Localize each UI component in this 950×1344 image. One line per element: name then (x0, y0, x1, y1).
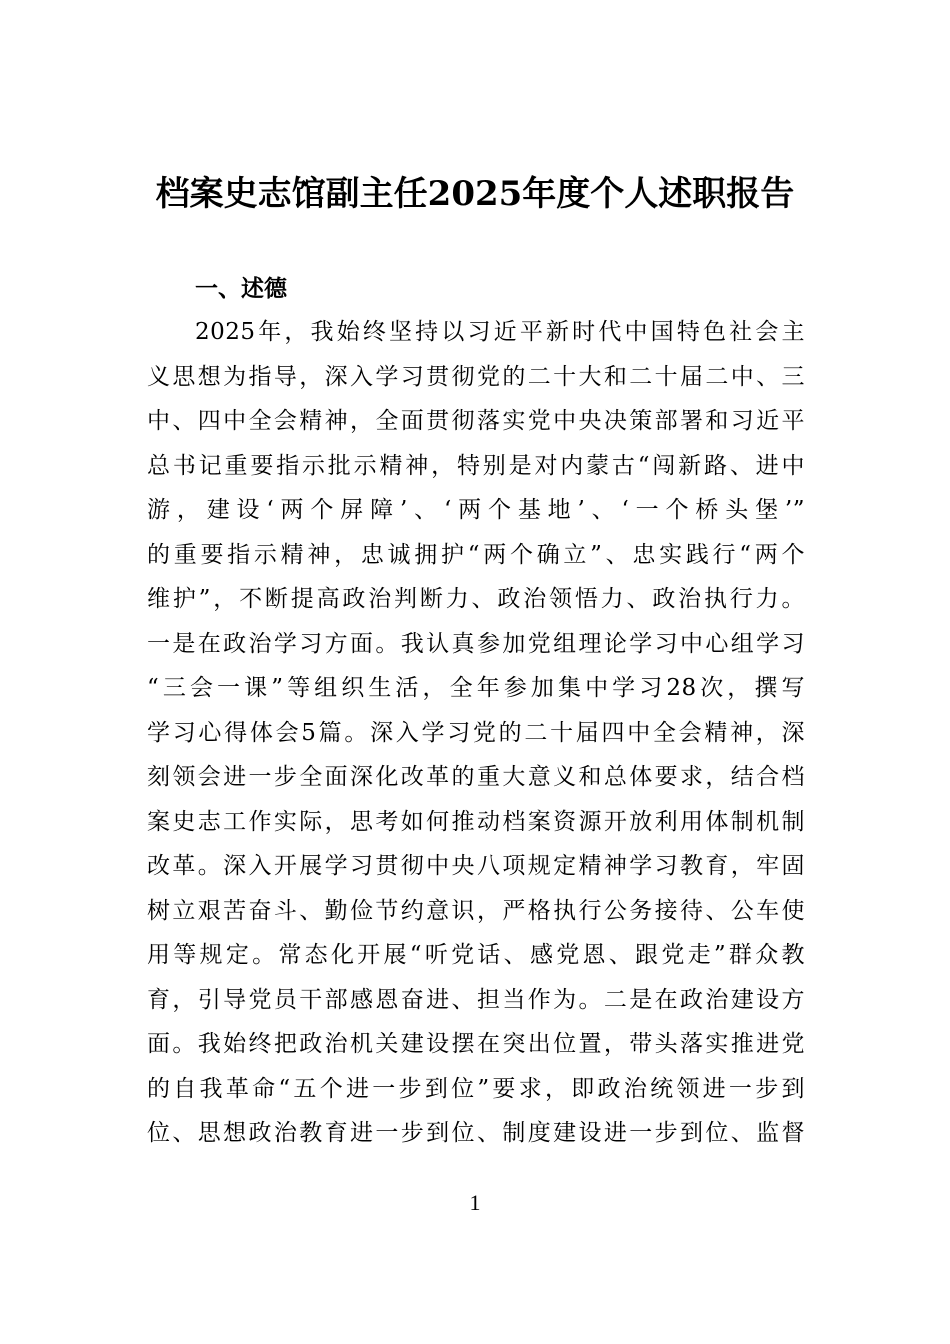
paragraph-line: 游，建设‘两个屏障’、‘两个基地’、‘一个桥头堡’” (147, 497, 805, 523)
paragraph-line: 面。我始终把政治机关建设摆在突出位置，带头落实推进党 (147, 1031, 805, 1057)
document-title: 档案史志馆副主任2025年度个人述职报告 (155, 174, 795, 214)
paragraph-line: 维护”，不断提高政治判断力、政治领悟力、政治执行力。 (147, 586, 805, 612)
section-heading: 一、述德 (195, 276, 287, 302)
paragraph-line: 位、思想政治教育进一步到位、制度建设进一步到位、监督 (147, 1120, 805, 1146)
paragraph-line: 2025年，我始终坚持以习近平新时代中国特色社会主 (195, 319, 805, 345)
paragraph-line: 学习心得体会5篇。深入学习党的二十届四中全会精神，深 (147, 719, 805, 746)
page-number: 1 (469, 1190, 481, 1215)
paragraph-line: 刻领会进一步全面深化改革的重大意义和总体要求，结合档 (147, 764, 805, 790)
paragraph-line: 树立艰苦奋斗、勤俭节约意识，严格执行公务接待、公车使 (147, 897, 805, 924)
body-paragraph (147, 310, 805, 1156)
paragraph-line: 的重要指示精神，忠诚拥护“两个确立”、忠实践行“两个 (147, 541, 805, 568)
paragraph-line: 育，引导党员干部感恩奋进、担当作为。二是在政治建设方 (147, 986, 805, 1013)
paragraph-line: “三会一课”等组织生活，全年参加集中学习28次，撰写 (147, 675, 805, 701)
paragraph-line: 改革。深入开展学习贯彻中央八项规定精神学习教育，牢固 (147, 853, 805, 879)
paragraph-line: 一是在政治学习方面。我认真参加党组理论学习中心组学习 (147, 630, 805, 657)
paragraph-line: 中、四中全会精神，全面贯彻落实党中央决策部署和习近平 (147, 408, 805, 434)
paragraph-line: 案史志工作实际，思考如何推动档案资源开放利用体制机制 (147, 808, 805, 835)
paragraph-line: 用等规定。常态化开展“听党话、感党恩、跟党走”群众教 (147, 942, 805, 968)
paragraph-line: 义思想为指导，深入学习贯彻党的二十大和二十届二中、三 (147, 363, 805, 390)
paragraph-line: 总书记重要指示批示精神，特别是对内蒙古“闯新路、进中 (147, 452, 805, 479)
paragraph-line: 的自我革命“五个进一步到位”要求，即政治统领进一步到 (147, 1075, 805, 1102)
